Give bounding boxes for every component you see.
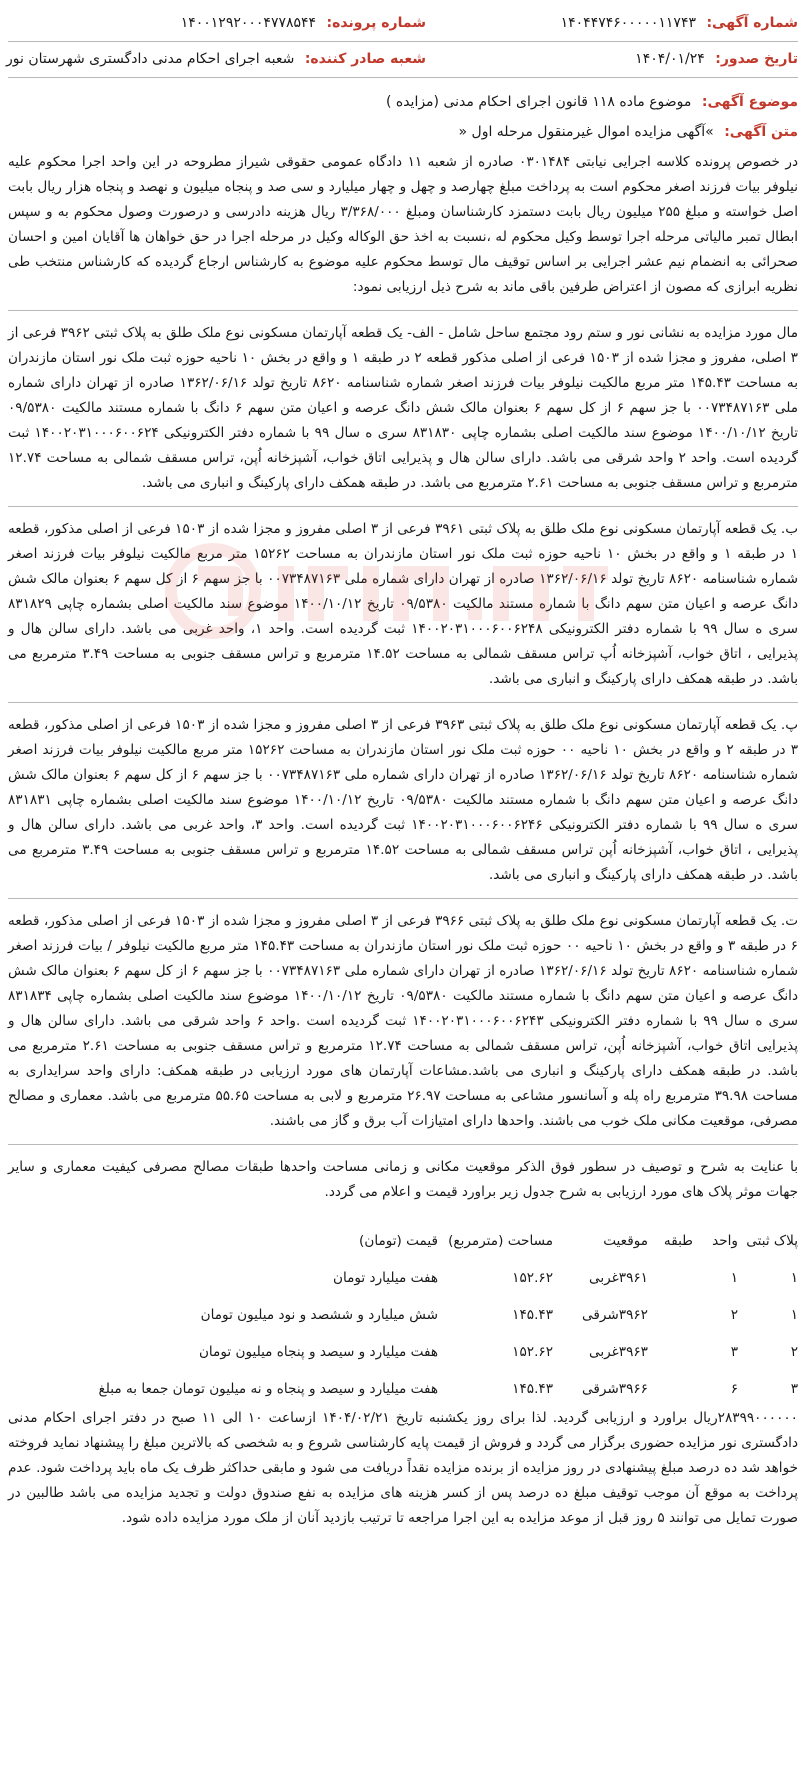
cell-plate: ۱ [790, 1270, 798, 1286]
header-row-1 [8, 6, 798, 42]
header-plate: پلاک ثبتی [746, 1233, 798, 1249]
body-heading [8, 124, 798, 140]
header-position: موقعیت [603, 1233, 648, 1249]
divider [8, 310, 798, 311]
table-header-row [16, 1217, 798, 1254]
cell-price: شش میلیارد و ششصد و نود میلیون تومان [200, 1307, 438, 1323]
cell-price: هفت میلیارد و سیصد و پنجاه و نه میلیون تومان جمعا به مبلغ [98, 1381, 438, 1397]
cell-price: هفت میلیارد و سیصد و پنجاه میلیون تومان [198, 1344, 438, 1360]
divider [8, 898, 798, 899]
cell-floor [648, 1254, 693, 1291]
notice-body [8, 150, 798, 1531]
cell-area: ۱۵۲.۶۲ [512, 1344, 553, 1360]
paragraph-item-p: پ. یک قطعه آپارتمان مسکونی نوع ملک طلق به پلاک ثبتی ۳۹۶۳ فرعی از ۳ اصلی مفروز و مجزا شده از ۱۵۰۳ فرعی از اصلی مذکور، قطعه ۳ در طبقه ۲ و واقع در بخش ۱۰ ناحیه ۰۰ حوزه ثبت ملک نور استان مازندران به مساحت ۱۵۲۶۲ متر مربع مالکیت نیلوفر بیات فرزند اصغر شماره شناسنامه ۸۶۲۰ تاریخ تولد ۱۳۶۲/۰۶/۱۶ صادره از تهران دارای شماره ملی ۰۰۷۳۴۸۷۱۶۳ با جز سهم ۶ از کل سهم ۶ بعنوان مالک شش دانگ عرصه و اعیان متن سهم دانگ با شماره مستند مالکیت ۰۹/۵۳۸۰ تاریخ ۱۴۰۰/۱۰/۱۲ موضوع سند مالکیت اصلی بشماره چاپی ۸۳۱۸۳۱ سری ه سال ۹۹ با شماره دفتر الکترونیکی ۱۴۰۰۲۰۳۱۰۰۰۶۰۰۶۲۴۶ ثبت گردیده است. واحد ۳، واحد غربی می باشد. دارای سالن هال و پذیرایی ، اتاق خواب، آشپزخانه اُپن تراس مسقف شمالی به مساحت ۱۴.۵۲ مترمربع و تراس مسقف جنوبی به مساحت ۳.۴۹ مترمربع می باشد. در طبقه همکف دارای پارکینگ و انباری می باشد. [8, 717, 799, 883]
issuer-label: شعبه صادر کننده: [304, 51, 426, 67]
cell-area: ۱۵۲.۶۲ [512, 1270, 553, 1286]
paragraph-intro: در خصوص پرونده کلاسه اجرایی نیابتی ۰۳۰۱۴۸۴ صادره از شعبه ۱۱ دادگاه عمومی حقوقی شیراز مطروحه در این واحد اجرا محکوم علیه نیلوفر بیات فرزند اصغر محکوم است به پرداخت مبلغ چهارصد و چهل و چهار میلیارد و سی صد و پنجاه میلیون و نهصد و پنجاه هزار ریال بابت اصل خواسته و مبلغ ۲۵۵ میلیون ریال بابت دستمزد کارشناسان ومبلغ ۳/۳۶۸/۰۰۰ ریال هزینه دادرسی و درصورت وصول محکوم به و سپس ابطال تمبر مالیاتی مرحله اجرا توسط وکیل محکوم له ،نسبت به اخذ حق الوکاله وکیل در مرحله اجرا در حق خواهان ها آقایان امین و احسان صحرائی به انضمام نیم عشر اجرایی بر اساس توقیف مال توسط محکوم علیه موضوع به کارشناس ارجاع گردیده که کارشناس منتخب طی نظریه ابرازی که مصون از اعتراض طرفین باقی ماند به شرح ذیل ارزیابی نمود: [8, 154, 798, 295]
case-number-label: شماره پرونده: [326, 15, 426, 31]
table-row [16, 1291, 798, 1328]
cell-plate: ۲ [790, 1344, 798, 1360]
paragraph-closing: ۲۸۳۹۹۰۰۰۰۰۰ریال براورد و ارزیابی گردید. لذا برای روز یکشنبه تاریخ ۱۴۰۴/۰۲/۲۱ ازساعت ۱۰ الی ۱۱ صبح در دفتر اجرای احکام مدنی دادگستری نور مزایده حضوری برگزار می گردد و فروش از قیمت پایه کارشناسی شروع و به شخصی که بالاترین مبلغ را پیشنهاد نماید فروخته خواهد شد ده درصد مبلغ پیشنهادی در روز مزایده از برنده مزایده نقداً دریافت می شود و مابقی حداکثر ظرف یک ماه باید پرداخت شود. عدم پرداخت به موقع آن موجب توقیف مبلغ ده درصد پس از کسر هزینه های مزایده به نفع صندوق دولت و تجدید مزایده می باشد طالبین در صورت تمایل می توانند ۵ روز قبل از موعد مزایده به این اجرا مراجعه تا ترتیب بازدید آنان از ملک مورد مزایده داده شود. [8, 1410, 798, 1526]
body-heading-label: متن آگهی: [724, 124, 798, 140]
paragraph-item-b: ب. یک قطعه آپارتمان مسکونی نوع ملک طلق به پلاک ثبتی ۳۹۶۱ فرعی از ۳ اصلی مفروز و مجزا شده از ۱۵۰۳ فرعی از اصلی مذکور، قطعه ۱ در طبقه ۱ و واقع در بخش ۱۰ ناحیه حوزه ثبت ملک نور استان مازندران به مساحت ۱۵۲۶۲ متر مربع مالکیت نیلوفر بیات فرزند اصغر شماره شناسنامه ۸۶۲۰ تاریخ تولد ۱۳۶۲/۰۶/۱۶ صادره از تهران دارای شماره ملی ۰۰۷۳۴۸۷۱۶۳ با جز سهم ۶ از کل سهم ۶ بعنوان مالک شش دانگ عرصه و اعیان متن سهم دانگ با شماره مستند مالکیت ۰۹/۵۳۸۰ تاریخ ۱۴۰۰/۱۰/۱۲ موضوع سند مالکیت اصلی بشماره چاپی ۸۳۱۸۲۹ سری ه سال ۹۹ با شماره دفتر الکترونیکی ۱۴۰۰۲۰۳۱۰۰۰۶۰۰۶۲۴۸ ثبت گردیده است. واحد ۱، واحد غربی می باشد. دارای سالن هال و پذیرایی ، اتاق خواب، آشپزخانه اُپ تراس مسقف شمالی به مساحت ۱۴.۵۲ مترمربع و تراس مسقف جنوبی به مساحت ۳.۴۹ مترمربع می باشد. در طبقه همکف دارای پارکینگ و انباری می باشد. [8, 521, 799, 687]
cell-unit: ۳ [730, 1344, 738, 1360]
divider [8, 1144, 798, 1145]
header-unit: واحد [712, 1233, 738, 1249]
paragraph-valuation-intro: با عنایت به شرح و توصیف در سطور فوق الذکر موقعیت مکانی و زمانی مساحت واحدها طبقات مصالح مصرفی کیفیت معماری و سایر جهات موثر پلاک های مورد ارزیابی به شرح جدول زیر براورد قیمت و اعلام می گردد. [8, 1159, 798, 1200]
divider [8, 702, 798, 703]
issue-date-field [635, 51, 798, 67]
paragraph-item-t: ت. یک قطعه آپارتمان مسکونی نوع ملک طلق به پلاک ثبتی ۳۹۶۶ فرعی از ۳ اصلی مفروز و مجزا شده از ۱۵۰۳ فرعی از اصلی مذکور، قطعه ۶ در طبقه ۳ و واقع در بخش ۱۰ ناحیه ۰۰ حوزه ثبت ملک نور استان مازندران به مساحت ۱۴۵.۴۳ متر مربع مالکیت نیلوفر / بیات فرزند اصغر شماره شناسنامه ۸۶۲۰ تاریخ تولد ۱۳۶۲/۰۶/۱۶ صادره از تهران دارای شماره ملی ۰۰۷۳۴۸۷۱۶۳ با جز سهم ۶ از کل سهم ۶ بعنوان مالک شش دانگ عرصه و اعیان متن سهم دانگ با شماره مستند مالکیت ۰۹/۵۳۸۰ تاریخ ۱۴۰۰/۱۰/۱۲ موضوع سند مالکیت اصلی بشماره چاپی ۸۳۱۸۳۴ سری ه سال ۹۹ با شماره دفتر الکترونیکی ۱۴۰۰۲۰۳۱۰۰۰۶۰۰۶۲۴۳ ثبت گردیده است .واحد ۶ واحد شرقی می باشد. دارای سالن هال و پذیرایی اتاق خواب، آشپزخانه اُپن، تراس مسقف شمالی به مساحت ۱۲.۷۴ مترمربع و تراس مسقف جنوبی به مساحت ۲.۶۱ مترمربع می باشد. در طبقه همکف دارای پارکینگ و انباری می باشد.مشاعات آپارتمان های مورد ارزیابی در طبقه همکف: دارای واحد سرایداری به مساحت ۳۹.۹۸ مترمربع راه پله و آسانسور مشاعی به مساحت ۲۶.۹۷ مترمربع و لابی به مساحت ۵۵.۶۵ مترمربع می باشد. معماری و مصالح مصرفی، موقعیت مکانی ملک خوب می باشند. واحدها دارای امتیازات آب برق و گاز می باشند. [8, 913, 799, 1129]
divider [8, 506, 798, 507]
notice-number-label: شماره آگهی: [706, 15, 798, 31]
cell-area: ۱۴۵.۴۳ [512, 1307, 553, 1323]
subject-value: موضوع ماده ۱۱۸ قانون اجرای احکام مدنی (مزایده ) [385, 94, 692, 110]
notice-document [5, 6, 799, 1761]
table-row [16, 1254, 798, 1291]
issue-date-value: ۱۴۰۴/۰۱/۲۴ [635, 51, 705, 67]
cell-unit: ۱ [730, 1270, 738, 1286]
cell-floor [648, 1328, 693, 1365]
issuer-value: شعبه اجرای احکام مدنی دادگستری شهرستان نور [5, 51, 295, 67]
cell-area: ۱۴۵.۴۳ [512, 1381, 553, 1397]
cell-unit: ۶ [730, 1381, 738, 1397]
header-floor: طبقه [663, 1233, 693, 1249]
issue-date-label: تاریخ صدور: [715, 51, 798, 67]
header-area: مساحت (مترمربع) [448, 1233, 553, 1249]
paragraph-item-a: مال مورد مزایده به نشانی نور و ستم رود مجتمع ساحل شامل - الف- یک قطعه آپارتمان مسکونی نوع ملک طلق به پلاک ثبتی ۳۹۶۲ فرعی از ۳ اصلی، مفروز و مجزا شده از ۱۵۰۳ فرعی از اصلی مذکور قطعه ۲ در طبقه ۱ و واقع در بخش ۱۰ ناحیه حوزه ثبت ملک نور استان مازندران به مساحت ۱۴۵.۴۳ متر مربع مالکیت نیلوفر بیات فرزند اصغر شماره شناسنامه ۸۶۲۰ تاریخ تولد ۱۳۶۲/۰۶/۱۶ صادره از تهران دارای شماره ملی ۰۰۷۳۴۸۷۱۶۳ با جز سهم ۶ از کل سهم ۶ بعنوان مالک شش دانگ عرصه و اعیان متن سهم ۶ دانگ با شماره مستند مالکیت ۰۹/۵۳۸۰ تاریخ ۱۴۰۰/۱۰/۱۲ موضوع سند مالکیت اصلی بشماره چاپی ۸۳۱۸۳۰ سری ه سال ۹۹ با شماره دفتر الکترونیکی ۱۴۰۰۲۰۳۱۰۰۰۶۰۰۶۲۴ ثبت گردیده است. واحد ۲ واحد شرقی می باشد. دارای سالن هال و پذیرایی اتاق خواب، آشپزخانه اُپن، تراس مسقف شمالی به مساحت ۱۲.۷۴ مترمربع و تراس مسقف جنوبی به مساحت ۲.۶۱ مترمربع می باشد. در طبقه همکف دارای پارکینگ و انباری می باشد. [8, 325, 798, 491]
notice-number-field [561, 15, 798, 31]
cell-floor [648, 1291, 693, 1328]
table-row [16, 1365, 798, 1402]
cell-unit: ۲ [730, 1307, 738, 1323]
body-heading-value: »آگهی مزایده اموال غیرمنقول مرحله اول « [458, 124, 714, 140]
subject-label: موضوع آگهی: [701, 94, 798, 110]
valuation-table [16, 1217, 798, 1402]
cell-position: ۳۹۶۳غربی [589, 1344, 648, 1360]
header-price: قیمت (تومان) [359, 1233, 438, 1249]
cell-floor [648, 1365, 693, 1402]
cell-plate: ۳ [790, 1381, 798, 1397]
table-row [16, 1328, 798, 1365]
case-number-value: ۱۴۰۰۱۲۹۲۰۰۰۴۷۷۸۵۴۴ [180, 15, 317, 31]
header-row-2 [5, 42, 798, 78]
issuer-field [6, 51, 426, 67]
cell-plate: ۱ [790, 1307, 798, 1323]
cell-position: ۳۹۶۲شرقی [582, 1307, 648, 1323]
cell-price: هفت میلیارد تومان [333, 1270, 438, 1286]
notice-number-value: ۱۴۰۴۴۷۴۶۰۰۰۰۰۱۱۷۴۳ [560, 15, 696, 31]
cell-position: ۳۹۶۶شرقی [582, 1381, 648, 1397]
cell-position: ۳۹۶۱غربی [589, 1270, 648, 1286]
case-number-field [181, 15, 426, 31]
subject-line [8, 94, 798, 110]
